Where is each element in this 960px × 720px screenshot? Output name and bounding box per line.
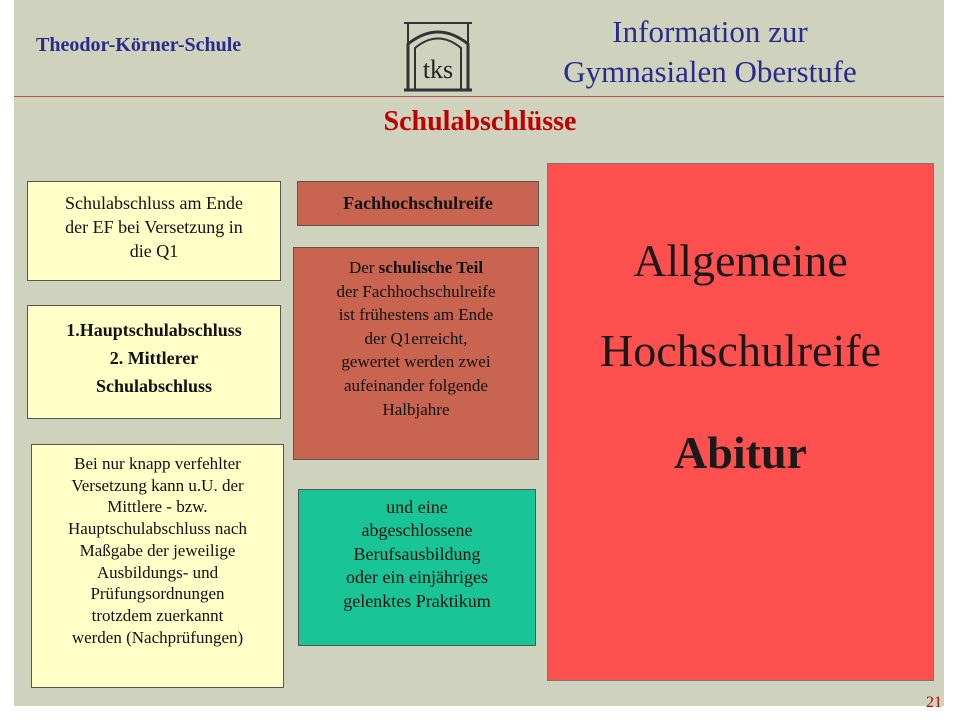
box-line: Schulabschluss am Ende xyxy=(65,193,243,213)
box-line: werden (Nachprüfungen) xyxy=(71,627,244,647)
page-number: 21 xyxy=(926,694,942,711)
logo-text: tks xyxy=(422,55,454,84)
ef-versetzung-box xyxy=(27,181,281,281)
box-line xyxy=(294,256,538,280)
abitur-line-1: Allgemeine xyxy=(633,235,848,286)
box-line: Mittlere - bzw. xyxy=(107,497,208,517)
title-line-2: Gymnasialen Oberstufe xyxy=(563,54,857,89)
box-line: Bei nur knapp verfehlter xyxy=(74,454,241,473)
box-line: Versetzung kann u.U. der xyxy=(71,475,244,495)
abitur-box xyxy=(547,163,934,681)
box-line: die Q1 xyxy=(129,241,179,261)
abitur-line-2: Hochschulreife xyxy=(600,325,881,376)
box-line: Prüfungsordnungen xyxy=(90,584,225,604)
box-line: 2. Mittlerer xyxy=(109,348,199,368)
box-line: und eine xyxy=(386,497,448,517)
teil-bold: schulische Teil xyxy=(378,258,484,277)
school-name: Theodor-Körner-Schule xyxy=(36,34,242,56)
abschluss-types-box xyxy=(27,305,281,419)
fachhochschulreife-label: Fachhochschulreife xyxy=(297,181,539,226)
box-line: ist frühestens am Ende xyxy=(338,305,494,325)
section-heading: Schulabschlüsse xyxy=(383,106,577,137)
box-line: Hauptschulabschluss nach xyxy=(68,519,247,539)
box-line: Berufsausbildung xyxy=(353,543,481,564)
box-line: Schulabschluss xyxy=(95,376,213,396)
title-line-1: Information zur xyxy=(612,14,808,49)
header-divider xyxy=(14,96,944,97)
box-line: 1.Hauptschulabschluss xyxy=(66,320,242,340)
box-line: Maßgabe der jeweilige xyxy=(79,540,236,560)
box-line: Ausbildungs- und xyxy=(96,562,219,582)
schulischer-teil-box xyxy=(293,247,539,460)
school-logo xyxy=(398,18,478,92)
box-line: der Fachhochschulreife xyxy=(336,281,496,301)
box-line: der EF bei Versetzung in xyxy=(65,217,243,237)
teil-prefix: Der xyxy=(348,258,379,277)
abitur-line-3: Abitur xyxy=(674,427,807,478)
box-line: der Q1erreicht, xyxy=(364,328,468,348)
box-line: trotzdem zuerkannt xyxy=(91,605,224,625)
slide-title xyxy=(500,12,920,92)
nachpruefung-box xyxy=(31,444,284,688)
box-line: abgeschlossene xyxy=(361,520,473,541)
box-line: oder ein einjähriges xyxy=(346,567,488,588)
box-line: gelenktes Praktikum xyxy=(343,590,491,611)
box-line: Halbjahre xyxy=(382,399,450,419)
berufsausbildung-box xyxy=(298,489,536,646)
box-line: aufeinander folgende xyxy=(344,375,488,395)
box-line: gewertet werden zwei xyxy=(341,352,491,372)
